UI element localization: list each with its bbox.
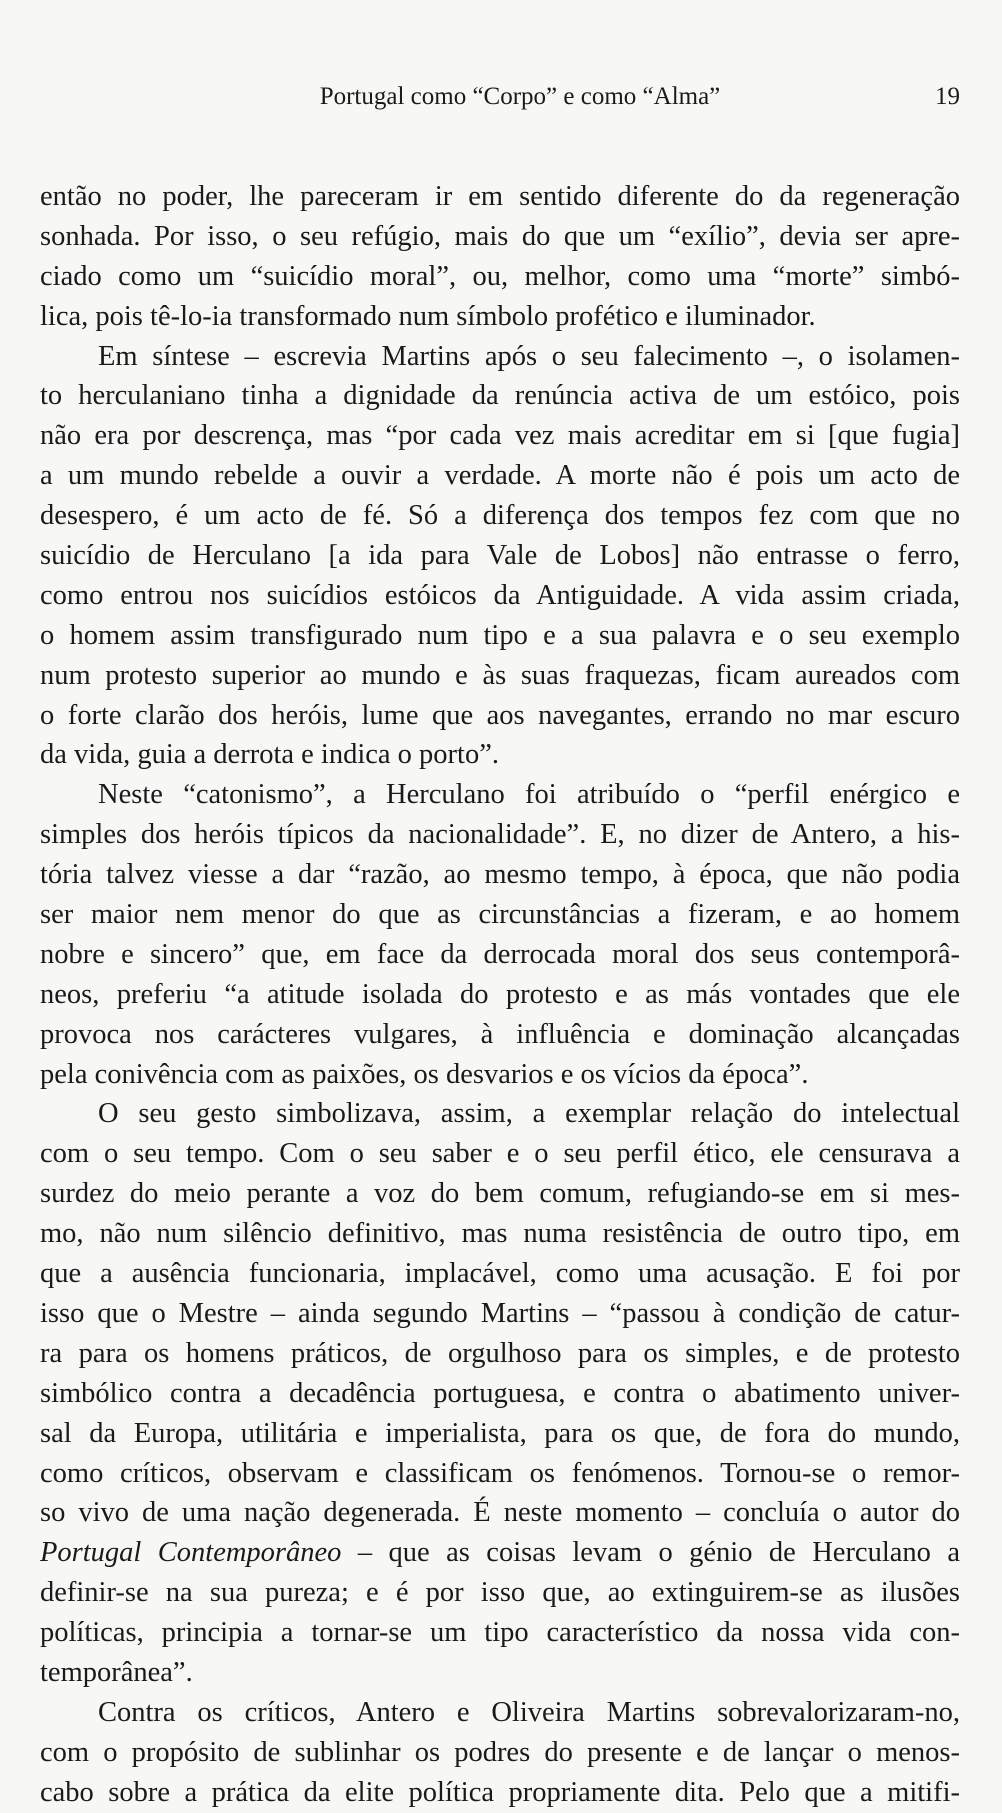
text-line: ser maior nem menor do que as circunstâncias a fizeram, e ao homem <box>40 899 960 931</box>
page-number: 19 <box>935 83 960 110</box>
text-line: que a ausência funcionaria, implacável, como uma acusação. E foi por <box>40 1258 960 1290</box>
book-title-italic: Portugal Contemporâneo <box>40 1537 342 1569</box>
text-line: o forte clarão dos heróis, lume que aos navegantes, errando no mar escuro <box>40 699 960 731</box>
text-line: sal da Europa, utilitária e imperialista, para os que, de fora do mundo, <box>40 1417 960 1449</box>
text-line: ciado como um “suicídio moral”, ou, melhor, como uma “morte” simbó- <box>40 260 960 292</box>
text-line: to herculaniano tinha a dignidade da renúncia activa de um estóico, pois <box>40 380 960 412</box>
text-line-rest: – que as coisas levam o génio de Herculano a <box>341 1537 960 1569</box>
text-line: da vida, guia a derrota e indica o porto”. <box>40 739 499 771</box>
text-line: O seu gesto simbolizava, assim, a exemplar relação do intelectual <box>98 1098 960 1130</box>
running-header <box>40 80 960 114</box>
text-line: a um mundo rebelde a ouvir a verdade. A morte não é pois um acto de <box>40 460 960 492</box>
text-line: Neste “catonismo”, a Herculano foi atribuído o “perfil enérgico e <box>98 779 960 811</box>
text-line: então no poder, lhe pareceram ir em sentido diferente do da regeneração <box>40 181 960 212</box>
text-line: Em síntese – escrevia Martins após o seu falecimento –, o isolamen- <box>98 340 960 372</box>
text-line: tória talvez viesse a dar “razão, ao mesmo tempo, à época, que não podia <box>40 859 960 891</box>
text-line: como críticos, observam e classificam os fenómenos. Tornou-se o remor- <box>40 1457 960 1489</box>
text-line: num protesto superior ao mundo e às suas fraquezas, ficam aureados com <box>40 659 960 691</box>
text-line: com o seu tempo. Com o seu saber e o seu perfil ético, ele censurava a <box>40 1138 960 1170</box>
text-line: nobre e sincero” que, em face da derrocada moral dos seus contemporâ- <box>40 938 960 970</box>
text-line: so vivo de uma nação degenerada. É neste momento – concluía o autor do <box>40 1497 960 1529</box>
text-line: cabo sobre a prática da elite política propriamente dita. Pelo que a mitifi- <box>40 1776 960 1808</box>
text-line: como entrou nos suicídios estóicos da Antiguidade. A vida assim criada, <box>40 579 960 611</box>
text-line: neos, preferiu “a atitude isolada do protesto e as más vontades que ele <box>40 978 960 1010</box>
text-line: ra para os homens práticos, de orgulhoso para os simples, e de protesto <box>40 1337 960 1369</box>
text-line: temporânea”. <box>40 1656 193 1688</box>
running-title: Portugal como “Corpo” e como “Alma” <box>319 83 721 110</box>
text-line: não era por descrença, mas “por cada vez mais acreditar em si [que fugia] <box>40 420 960 452</box>
text-line: provoca nos carácteres vulgares, à influência e dominação alcançadas <box>40 1018 960 1050</box>
text-line: mo, não num silêncio definitivo, mas numa resistência de outro tipo, em <box>40 1218 960 1250</box>
text-line: com o propósito de sublinhar os podres do presente e de lançar o menos- <box>40 1736 960 1768</box>
text-line: definir-se na sua pureza; e é por isso que, ao extinguirem-se as ilusões <box>40 1577 960 1609</box>
text-line: simbólico contra a decadência portuguesa, e contra o abatimento univer- <box>40 1377 960 1409</box>
text-line: lica, pois tê-lo-ia transformado num símbolo profético e iluminador. <box>40 300 816 332</box>
text-line: simples dos heróis típicos da nacionalidade”. E, no dizer de Antero, a his- <box>40 819 960 851</box>
text-line: desespero, é um acto de fé. Só a diferença dos tempos fez com que no <box>40 500 960 532</box>
text-line: surdez do meio perante a voz do bem comum, refugiando-se em si mes- <box>40 1178 960 1210</box>
text-line: o homem assim transfigurado num tipo e a sua palavra e o seu exemplo <box>40 619 960 651</box>
text-line: isso que o Mestre – ainda segundo Martins – “passou à condição de catur- <box>40 1297 960 1329</box>
text-line: sonhada. Por isso, o seu refúgio, mais do que um “exílio”, devia ser apre- <box>40 220 960 252</box>
text-line <box>40 1533 960 1573</box>
text-line: suicídio de Herculano [a ida para Vale de Lobos] não entrasse o ferro, <box>40 540 960 572</box>
body-text <box>40 177 960 1813</box>
text-line: Contra os críticos, Antero e Oliveira Martins sobrevalorizaram-no, <box>98 1696 960 1728</box>
text-line: pela conivência com as paixões, os desvarios e os vícios da época”. <box>40 1058 809 1090</box>
text-line: políticas, principia a tornar-se um tipo característico da nossa vida con- <box>40 1617 960 1649</box>
